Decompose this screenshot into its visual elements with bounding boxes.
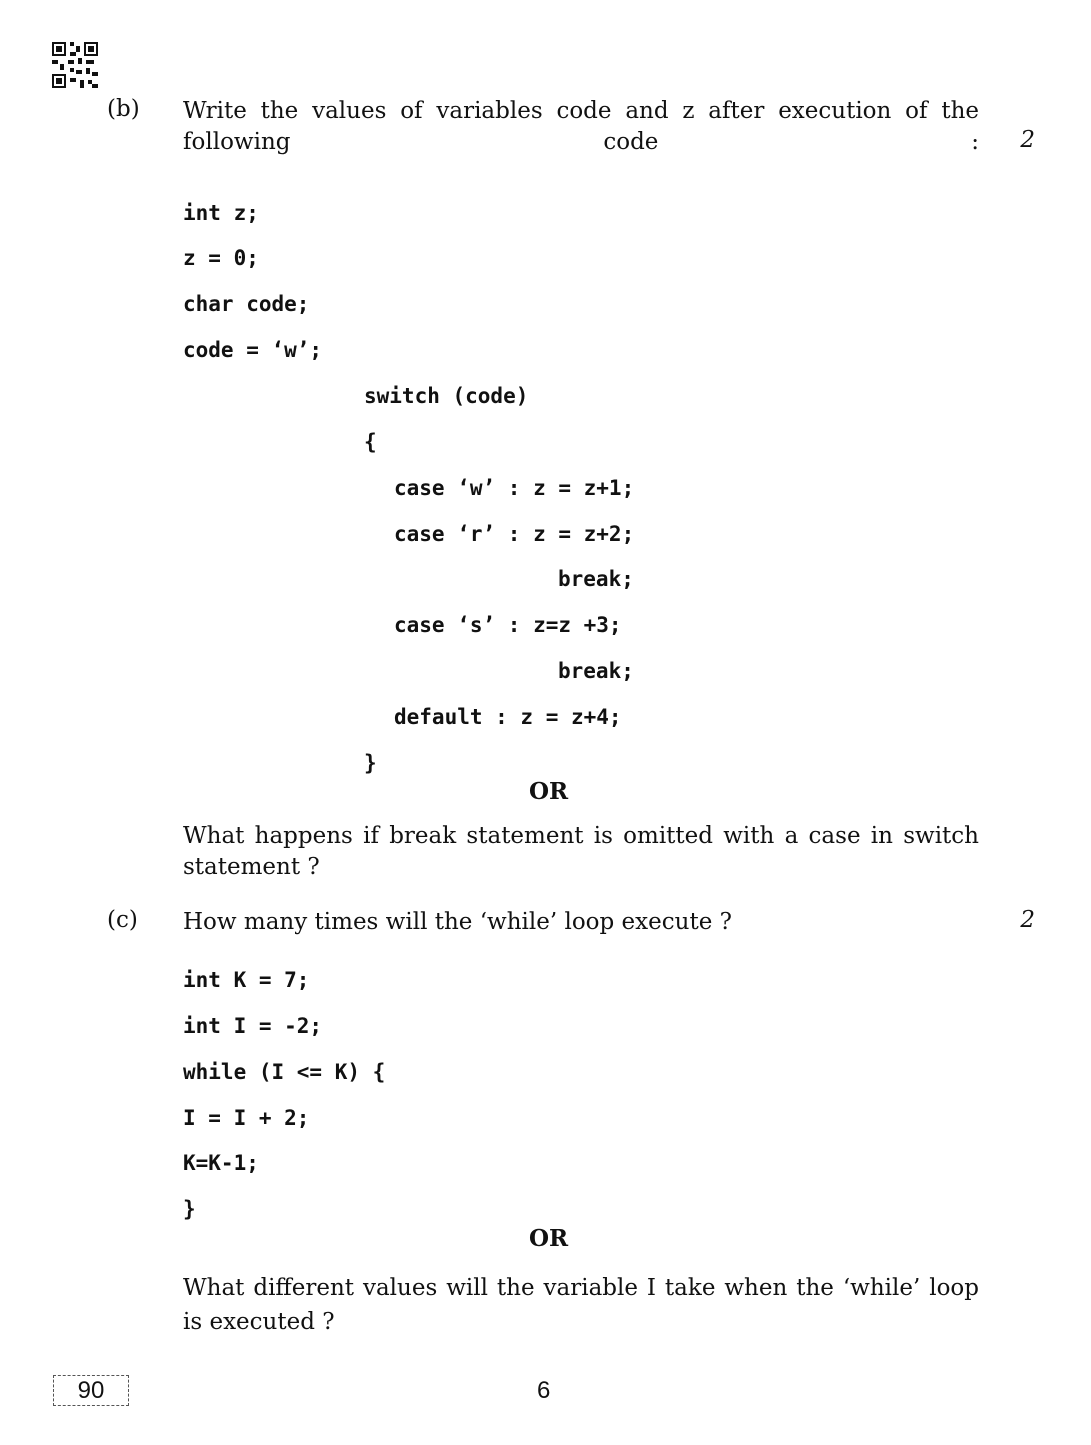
code-line: case ‘w’ : z = z+1; <box>394 476 635 500</box>
alt-question-c: What different values will the variable I take when the ‘while’ loop is executed ? <box>183 1275 979 1335</box>
code-line: { <box>364 430 377 454</box>
code-line: int K = 7; <box>183 968 310 992</box>
marks-b: 2 <box>1020 127 1035 153</box>
qr-code-icon <box>52 42 98 88</box>
code-line: int I = -2; <box>183 1014 323 1038</box>
alt-question-b: What happens if break statement is omitted with a case in switch statement ? <box>183 823 979 880</box>
code-line: z = 0; <box>183 246 259 270</box>
code-line: default : z = z+4; <box>394 705 622 729</box>
code-line: } <box>183 1197 196 1221</box>
question-label-b: (b) <box>107 96 140 122</box>
code-line: case ‘r’ : z = z+2; <box>394 522 635 546</box>
marks-c: 2 <box>1020 907 1035 933</box>
code-line: case ‘s’ : z=z +3; <box>394 613 622 637</box>
code-line: I = I + 2; <box>183 1106 310 1130</box>
question-b-text: Write the values of variables code and z after execution of the following code : <box>183 98 979 155</box>
code-line: break; <box>558 659 634 683</box>
code-line: while (I <= K) { <box>183 1060 386 1084</box>
question-c-text: How many times will the ‘while’ loop execute ? <box>183 909 732 935</box>
code-line: code = ‘w’; <box>183 338 323 362</box>
code-line: } <box>364 751 377 775</box>
or-divider-b: OR <box>529 778 569 805</box>
code-line: char code; <box>183 292 310 316</box>
code-line: break; <box>558 567 634 591</box>
or-divider-c: OR <box>529 1225 569 1252</box>
question-label-c: (c) <box>107 907 138 933</box>
code-line: switch (code) <box>364 384 529 408</box>
page-number: 6 <box>537 1377 551 1404</box>
paper-code-box: 90 <box>53 1375 129 1406</box>
code-line: K=K-1; <box>183 1151 259 1175</box>
code-line: int z; <box>183 201 259 225</box>
